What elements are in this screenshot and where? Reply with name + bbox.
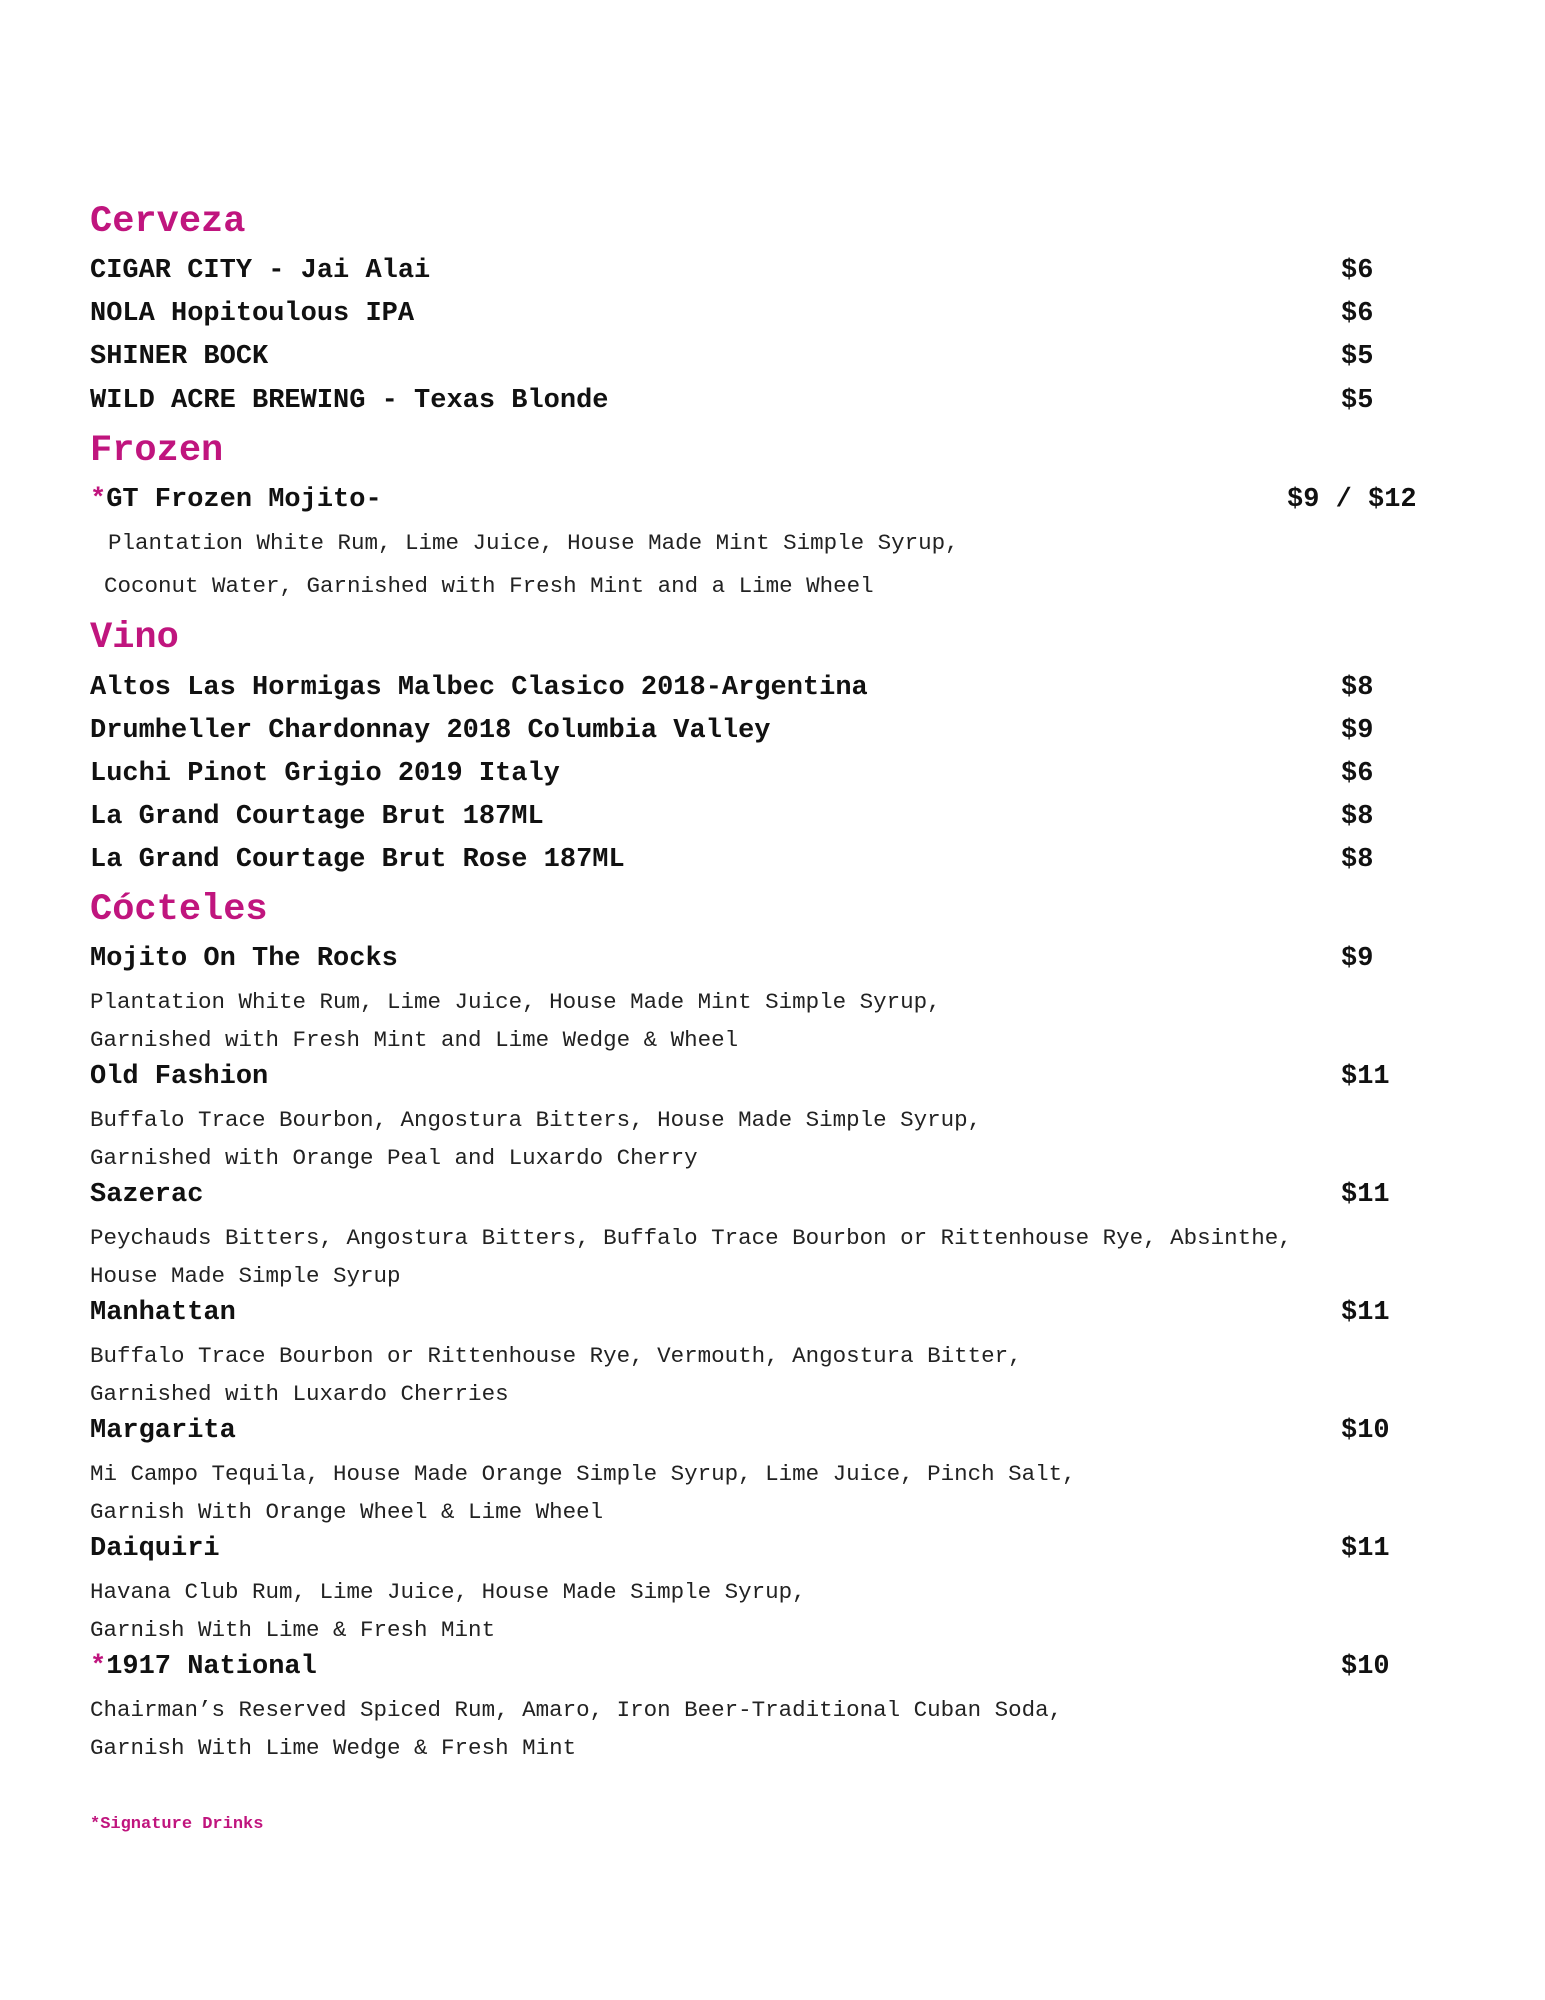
menu-item-price: $9 / $12 — [1287, 485, 1417, 515]
menu-item-name: Mojito On The Rocks — [90, 944, 398, 974]
menu-item-price: $11 — [1341, 1062, 1390, 1092]
menu-item-description: Peychauds Bitters, Angostura Bitters, Buffalo Trace Bourbon or Rittenhouse Rye, Absinthe, — [90, 1225, 1292, 1251]
menu-item-price: $6 — [1341, 256, 1374, 286]
menu-item-name: SHINER BOCK — [90, 342, 269, 372]
menu-item-name: Luchi Pinot Grigio 2019 Italy — [90, 759, 560, 789]
menu-item-description: Garnish With Lime Wedge & Fresh Mint — [90, 1735, 577, 1761]
menu-item-name: La Grand Courtage Brut 187ML — [90, 802, 544, 832]
signature-star: * — [90, 1652, 107, 1682]
section-title-cocteles: Cócteles — [90, 889, 268, 931]
menu-item-description: Buffalo Trace Bourbon, Angostura Bitters, House Made Simple Syrup, — [90, 1107, 982, 1133]
menu-item-name: Margarita — [90, 1416, 236, 1446]
menu-item-price: $8 — [1341, 802, 1374, 832]
section-title-frozen: Frozen — [90, 430, 224, 472]
menu-item-description: Mi Campo Tequila, House Made Orange Simple Syrup, Lime Juice, Pinch Salt, — [90, 1461, 1076, 1487]
menu-item-name: Altos Las Hormigas Malbec Clasico 2018-Argentina — [90, 673, 868, 703]
menu-item-name — [90, 1652, 317, 1682]
menu-item-name-text: 1917 National — [106, 1652, 317, 1682]
menu-item-description: Garnished with Fresh Mint and Lime Wedge & Wheel — [90, 1027, 739, 1053]
menu-item-price: $11 — [1341, 1534, 1390, 1564]
menu-item-name: Daiquiri — [90, 1534, 220, 1564]
signature-drinks-footnote: *Signature Drinks — [90, 1815, 264, 1834]
menu-item-name — [90, 485, 382, 515]
menu-item-price: $9 — [1341, 716, 1374, 746]
menu-item-name: Old Fashion — [90, 1062, 269, 1092]
menu-item-description: Garnished with Orange Peal and Luxardo Cherry — [90, 1145, 698, 1171]
menu-item-name: Sazerac — [90, 1180, 204, 1210]
menu-item-price: $8 — [1341, 673, 1374, 703]
menu-item-description: Plantation White Rum, Lime Juice, House Made Mint Simple Syrup, — [108, 530, 959, 556]
menu-item-description: Chairman’s Reserved Spiced Rum, Amaro, Iron Beer-Traditional Cuban Soda, — [90, 1697, 1063, 1723]
menu-item-name: La Grand Courtage Brut Rose 187ML — [90, 845, 625, 875]
menu-item-price: $8 — [1341, 845, 1374, 875]
menu-item-description: Coconut Water, Garnished with Fresh Mint and a Lime Wheel — [104, 573, 874, 599]
menu-item-description: House Made Simple Syrup — [90, 1263, 401, 1289]
menu-item-name: NOLA Hopitoulous IPA — [90, 299, 415, 329]
menu-item-price: $5 — [1341, 386, 1374, 416]
menu-item-name: Manhattan — [90, 1298, 236, 1328]
signature-star: * — [90, 485, 107, 515]
menu-item-price: $10 — [1341, 1416, 1390, 1446]
menu-item-name: Drumheller Chardonnay 2018 Columbia Valley — [90, 716, 771, 746]
section-title-vino: Vino — [90, 617, 179, 659]
menu-item-price: $9 — [1341, 944, 1374, 974]
menu-item-description: Plantation White Rum, Lime Juice, House Made Mint Simple Syrup, — [90, 989, 941, 1015]
menu-item-name: WILD ACRE BREWING - Texas Blonde — [90, 386, 609, 416]
menu-item-price: $10 — [1341, 1652, 1390, 1682]
menu-item-description: Garnished with Luxardo Cherries — [90, 1381, 509, 1407]
menu-item-description: Garnish With Orange Wheel & Lime Wheel — [90, 1499, 604, 1525]
menu-item-description: Havana Club Rum, Lime Juice, House Made Simple Syrup, — [90, 1579, 806, 1605]
menu-item-price: $11 — [1341, 1180, 1390, 1210]
menu-item-name: CIGAR CITY - Jai Alai — [90, 256, 431, 286]
menu-item-price: $6 — [1341, 759, 1374, 789]
menu-item-price: $5 — [1341, 342, 1374, 372]
menu-item-description: Garnish With Lime & Fresh Mint — [90, 1617, 496, 1643]
menu-item-description: Buffalo Trace Bourbon or Rittenhouse Rye, Vermouth, Angostura Bitter, — [90, 1343, 1022, 1369]
menu-item-price: $11 — [1341, 1298, 1390, 1328]
menu-item-name-text: GT Frozen Mojito- — [106, 485, 382, 515]
section-title-cerveza: Cerveza — [90, 201, 246, 243]
menu-item-price: $6 — [1341, 299, 1374, 329]
